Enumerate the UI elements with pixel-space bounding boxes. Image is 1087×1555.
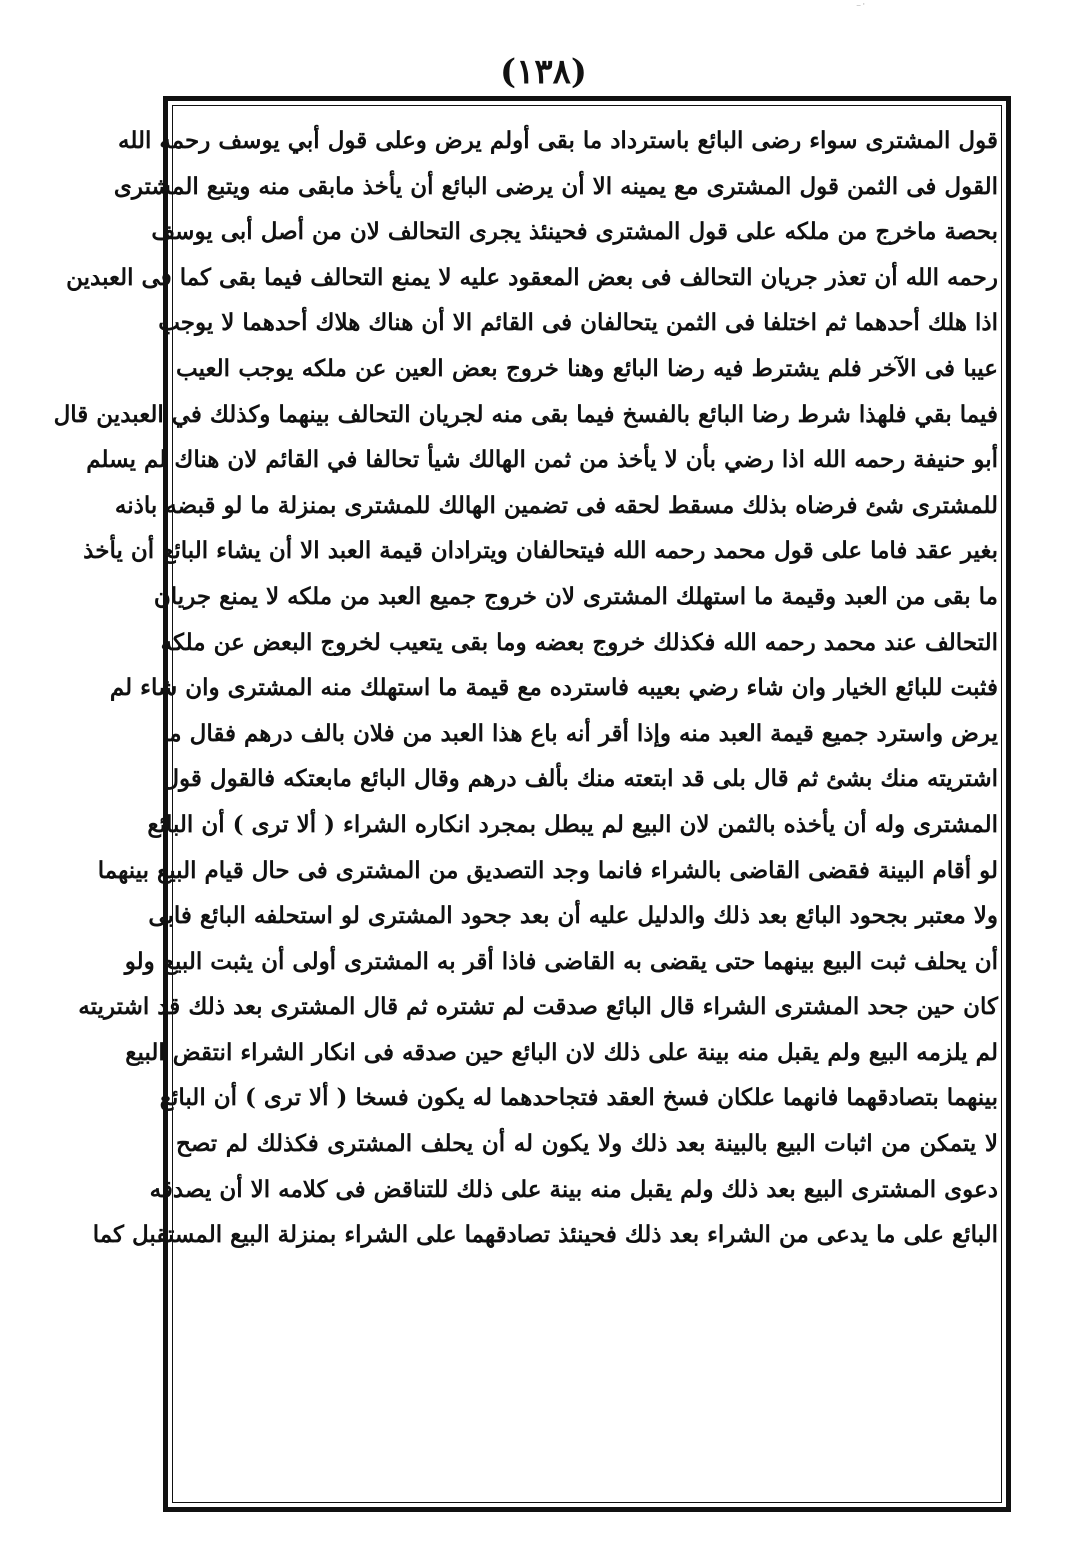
text-line: يرض واسترد جميع قيمة العبد منه وإذا أقر أنه باع هذا العبد من فلان بالف درهم فقال ما — [162, 719, 998, 747]
text-line: كان حين جحد المشترى الشراء قال البائع صدقت لم تشتره ثم قال المشترى بعد ذلك قد اشتريته — [78, 993, 998, 1021]
text-line: ولا معتبر بجحود البائع بعد ذلك والدليل عليه أن بعد جحود المشترى لو استحلفه البائع فابى — [148, 902, 998, 930]
text-line: بغير عقد فاما على قول محمد رحمه الله فيتحالفان ويترادان قيمة العبد الا أن يشاء البائع أن يأخذ — [83, 537, 998, 565]
text-line: قول المشترى سواء رضى البائع باسترداد ما بقى أولم يرض وعلى قول أبي يوسف رحمه الله — [118, 127, 998, 154]
text-line: فيما بقي فلهذا شرط رضا البائع بالفسخ فيما بقى منه لجريان التحالف بينهما وكذلك في العبدين قال — [53, 400, 998, 428]
text-line: للمشترى شئ فرضاه بذلك مسقط لحقه فى تضمين الهالك للمشترى بمنزلة ما لو قبضه باذنه — [114, 491, 998, 519]
scan-speck: ⁻˙ — [856, 3, 867, 14]
text-line: المشترى وله أن يأخذه بالثمن لان البيع لم يبطل بمجرد انكاره الشراء ( ألا ترى ) أن البائع — [147, 810, 998, 838]
text-line: رحمه الله أن تعذر جريان التحالف فى بعض المعقود عليه لا يمنع التحالف فيما بقى كما فى العبدين — [66, 263, 998, 291]
text-line: عيبا فى الآخر فلم يشترط فيه رضا البائع وهنا خروج بعض العين عن ملكه يوجب العيب — [176, 354, 998, 382]
text-line: أن يحلف ثبت البيع بينهما حتى يقضى به القاضى فاذا أقر به المشترى أولى أن يثبت البيع ولو — [124, 947, 998, 975]
text-line: لو أقام البينة فقضى القاضى بالشراء فانما وجد التصديق من المشترى فى حال قيام البيع بينهما — [97, 856, 998, 884]
text-line: اذا هلك أحدهما ثم اختلفا فى الثمن يتحالفان فى القائم الا أن هناك هلاك أحدهما لا يوجب — [158, 309, 998, 337]
text-line: لا يتمكن من اثبات البيع بالبينة بعد ذلك ولا يكون له أن يحلف المشترى فكذلك لم تصح — [176, 1130, 998, 1158]
text-line: التحالف عند محمد رحمه الله فكذلك خروج بعضه وما بقى يتعيب لخروج البعض عن ملكه — [160, 628, 998, 656]
text-line: ما بقى من العبد وقيمة ما استهلك المشترى لان خروج جميع العبد من ملكه لا يمنع جريان — [153, 582, 998, 610]
text-line: أبو حنيفة رحمه الله اذا رضي بأن لا يأخذ من ثمن الهالك شيأ تحالفا في القائم لان هناك لم يسلم — [86, 446, 998, 474]
text-line: بينهما بتصادقهما فانهما علكان فسخ العقد فتجاحدهما له يكون فسخا ( ألا ترى ) أن البائع — [159, 1084, 998, 1112]
text-line: دعوى المشترى البيع بعد ذلك ولم يقبل منه بينة على ذلك للتناقض فى كلامه الا أن يصدقه — [149, 1175, 998, 1203]
text-line: القول فى الثمن قول المشترى مع يمينه الا أن يرضى البائع أن يأخذ مابقى منه ويتبع المشترى — [113, 172, 998, 200]
text-line: اشتريته منك بشئ ثم قال بلى قد ابتعته منك بألف درهم وقال البائع مابعتكه فالقول قول — [162, 765, 998, 793]
text-line: فثبت للبائع الخيار وان شاء رضي بعيبه فاسترده مع قيمة ما استهلك منه المشترى وان شاء لم — [109, 674, 998, 702]
text-line: لم يلزمه البيع ولم يقبل منه بينة على ذلك لان البائع حين صدقه فى انكار الشراء انتقض البيع — [125, 1038, 998, 1066]
text-line: البائع على ما يدعى من الشراء بعد ذلك فحينئذ تصادقهما على الشراء بمنزلة البيع المستقبل كما — [92, 1221, 998, 1249]
body-text — [53, 118, 998, 1258]
page-number: (١٣٨) — [500, 52, 587, 92]
text-line: بحصة ماخرج من ملكه على قول المشترى فحينئذ يجرى التحالف لان من أصل أبى يوسف — [151, 218, 998, 246]
